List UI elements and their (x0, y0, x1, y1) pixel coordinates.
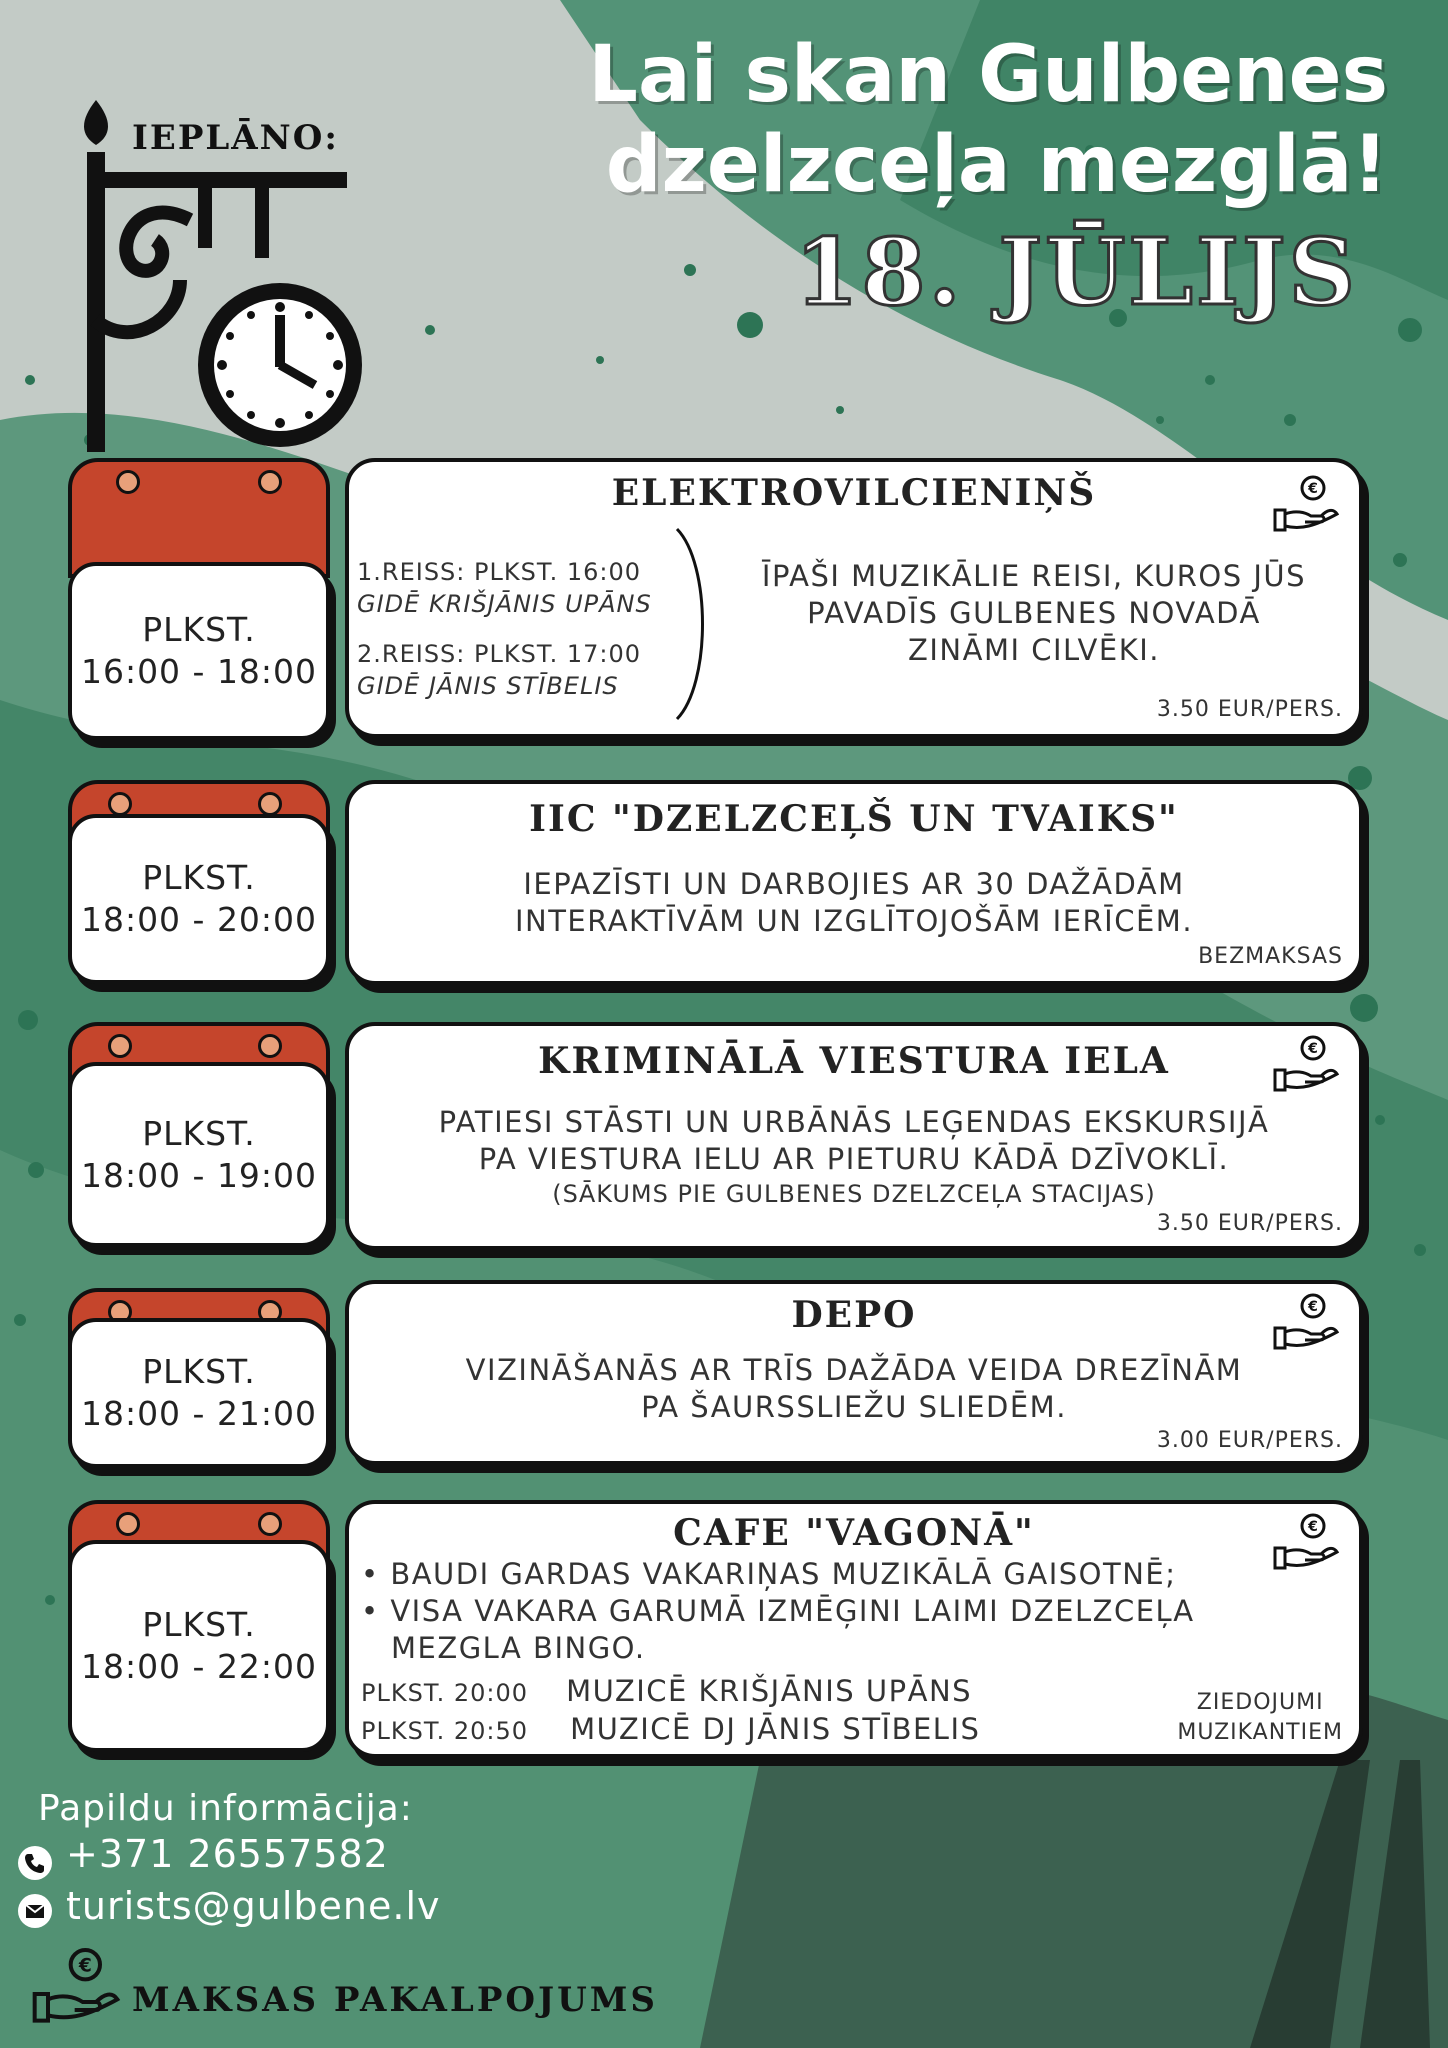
event-description (349, 866, 1359, 940)
music-schedule (361, 1674, 980, 1750)
time-card (68, 562, 330, 740)
contact-phone[interactable]: +371 26557582 (66, 1832, 389, 1876)
event-title: IIC "DZELZCEĻŠ UN TVAIKS" (529, 798, 1179, 840)
event-price (1177, 1688, 1343, 1748)
event-price: BEZMAKSAS (1198, 944, 1343, 969)
poster-title (588, 30, 1388, 210)
logo-text: IEPLĀNO: (132, 118, 339, 158)
event-description (349, 1104, 1359, 1210)
calendar-header (68, 458, 330, 578)
event-card-1 (345, 458, 1363, 738)
svg-text:€: € (1308, 1519, 1318, 1535)
time-range: 18:00 - 19:00 (80, 1155, 318, 1195)
calendar-ring-icon (116, 470, 140, 494)
title-line-1: Lai skan Gulbenes (588, 30, 1388, 120)
event-date: 18. JŪLIJS (794, 218, 1358, 326)
bullet-text: BAUDI GARDAS VAKARIŅAS MUZIKĀLĀ GAISOTNĒ; (390, 1557, 1177, 1591)
calendar-ring-icon (258, 470, 282, 494)
trip-2-guide: GIDĒ JĀNIS STĪBELIS (357, 672, 619, 700)
description-line: ZINĀMI CILVĒKI. (908, 633, 1160, 667)
description-line: PAVADĪS GULBENES NOVADĀ (807, 596, 1261, 630)
calendar-ring-icon (108, 1034, 132, 1058)
description-line: PA ŠAURSSLIEŽU SLIEDĒM. (641, 1390, 1067, 1424)
time-label: PLKST. (142, 1352, 256, 1391)
svg-text:€: € (78, 1955, 92, 1977)
phone-icon (18, 1846, 52, 1880)
event-card-2 (345, 780, 1363, 985)
event-description (709, 558, 1359, 669)
description-line: INTERAKTĪVĀM UN IZGLĪTOJOŠĀM IERĪCĒM. (514, 904, 1194, 938)
event-description (349, 1352, 1359, 1426)
time-card (68, 814, 330, 984)
time-label: PLKST. (142, 858, 256, 897)
event-title: CAFE "VAGONĀ" (673, 1512, 1035, 1554)
bracket-divider (671, 524, 711, 724)
list-item: • BAUDI GARDAS VAKARIŅAS MUZIKĀLĀ GAISOTNĒ; (361, 1557, 1177, 1591)
svg-text:€: € (1308, 1299, 1318, 1315)
paid-service-icon (1271, 474, 1341, 534)
calendar-block-1 (68, 458, 330, 740)
calendar-block-4 (68, 1288, 330, 1468)
trip-1-guide: GIDĒ KRIŠJĀNIS UPĀNS (357, 590, 652, 618)
calendar-ring-icon (258, 792, 282, 816)
calendar-ring-icon (116, 1512, 140, 1536)
event-title: DEPO (791, 1294, 917, 1336)
event-card-5 (345, 1500, 1363, 1758)
description-line: PA VIESTURA IELU AR PIETURU KĀDĀ DZĪVOKLĪ. (478, 1142, 1230, 1176)
time-card (68, 1062, 330, 1247)
schedule-text: MUZICĒ DJ JĀNIS STĪBELIS (570, 1712, 981, 1746)
bullet-text: VISA VAKARA GARUMĀ IZMĒĢINI LAIMI DZELZCEĻA (390, 1594, 1195, 1628)
time-label: PLKST. (142, 1113, 256, 1153)
time-label: PLKST. (142, 610, 256, 649)
list-item: • VISA VAKARA GARUMĀ IZMĒĢINI LAIMI DZELZCEĻA (361, 1594, 1195, 1628)
time-range: 16:00 - 18:00 (80, 652, 318, 691)
contact-email[interactable]: turists@gulbene.lv (66, 1884, 441, 1928)
description-line: VIZINĀŠANĀS AR TRĪS DAŽĀDA VEIDA DREZĪNĀM (465, 1353, 1243, 1387)
bullet-text-continued: MEZGLA BINGO. (391, 1631, 646, 1665)
description-line: ĪPAŠI MUZIKĀLIE REISI, KUROS JŪS (761, 559, 1307, 593)
calendar-ring-icon (108, 792, 132, 816)
time-range: 18:00 - 21:00 (80, 1394, 318, 1433)
event-price: 3.50 EUR/PERS. (1156, 697, 1343, 722)
event-card-4 (345, 1280, 1363, 1465)
email-icon (18, 1894, 52, 1928)
event-title: KRIMINĀLĀ VIESTURA IELA (538, 1040, 1170, 1082)
event-price: 3.00 EUR/PERS. (1156, 1428, 1343, 1453)
cafe-bullets (361, 1556, 1195, 1667)
paid-service-icon (1271, 1034, 1341, 1094)
calendar-block-2 (68, 780, 330, 985)
svg-text:€: € (1308, 1041, 1318, 1057)
event-card-3 (345, 1022, 1363, 1250)
time-label: PLKST. (142, 1605, 256, 1644)
trip-2-time: 2.REISS: PLKST. 17:00 (357, 640, 642, 668)
calendar-ring-icon (258, 1034, 282, 1058)
trip-1-time: 1.REISS: PLKST. 16:00 (357, 558, 642, 586)
calendar-block-5 (68, 1500, 330, 1752)
price-line: MUZIKANTIEM (1177, 1720, 1343, 1745)
event-price: 3.50 EUR/PERS. (1156, 1211, 1343, 1236)
paid-service-icon (1271, 1292, 1341, 1352)
time-range: 18:00 - 20:00 (80, 900, 318, 939)
schedule-time: PLKST. 20:00 (361, 1679, 529, 1707)
calendar-ring-icon (258, 1512, 282, 1536)
event-title: ELEKTROVILCIENIŅŠ (611, 472, 1097, 514)
description-line: PATIESI STĀSTI UN URBĀNĀS LEĢENDAS EKSKURSIJĀ (438, 1105, 1270, 1139)
trip-schedule (357, 556, 687, 702)
description-note: (SĀKUMS PIE GULBENES DZELZCEĻA STACIJAS) (552, 1180, 1156, 1208)
time-range: 18:00 - 22:00 (80, 1647, 318, 1686)
svg-text:€: € (1308, 481, 1318, 497)
time-card (68, 1318, 330, 1468)
price-line: ZIEDOJUMI (1196, 1690, 1324, 1715)
schedule-time: PLKST. 20:50 (361, 1717, 529, 1745)
calendar-block-3 (68, 1022, 330, 1247)
schedule-row (361, 1674, 980, 1712)
description-line: IEPAZĪSTI UN DARBOJIES AR 30 DAŽĀDĀM (523, 867, 1185, 901)
time-card (68, 1540, 330, 1752)
schedule-row (361, 1712, 980, 1750)
title-line-2: dzelzceļa mezglā! (605, 120, 1388, 210)
paid-service-icon (1271, 1512, 1341, 1572)
contact-heading: Papildu informācija: (38, 1788, 413, 1829)
paid-service-icon (26, 1946, 126, 2026)
schedule-text: MUZICĒ KRIŠJĀNIS UPĀNS (566, 1674, 973, 1708)
legend-label: MAKSAS PAKALPOJUMS (132, 1980, 658, 2020)
